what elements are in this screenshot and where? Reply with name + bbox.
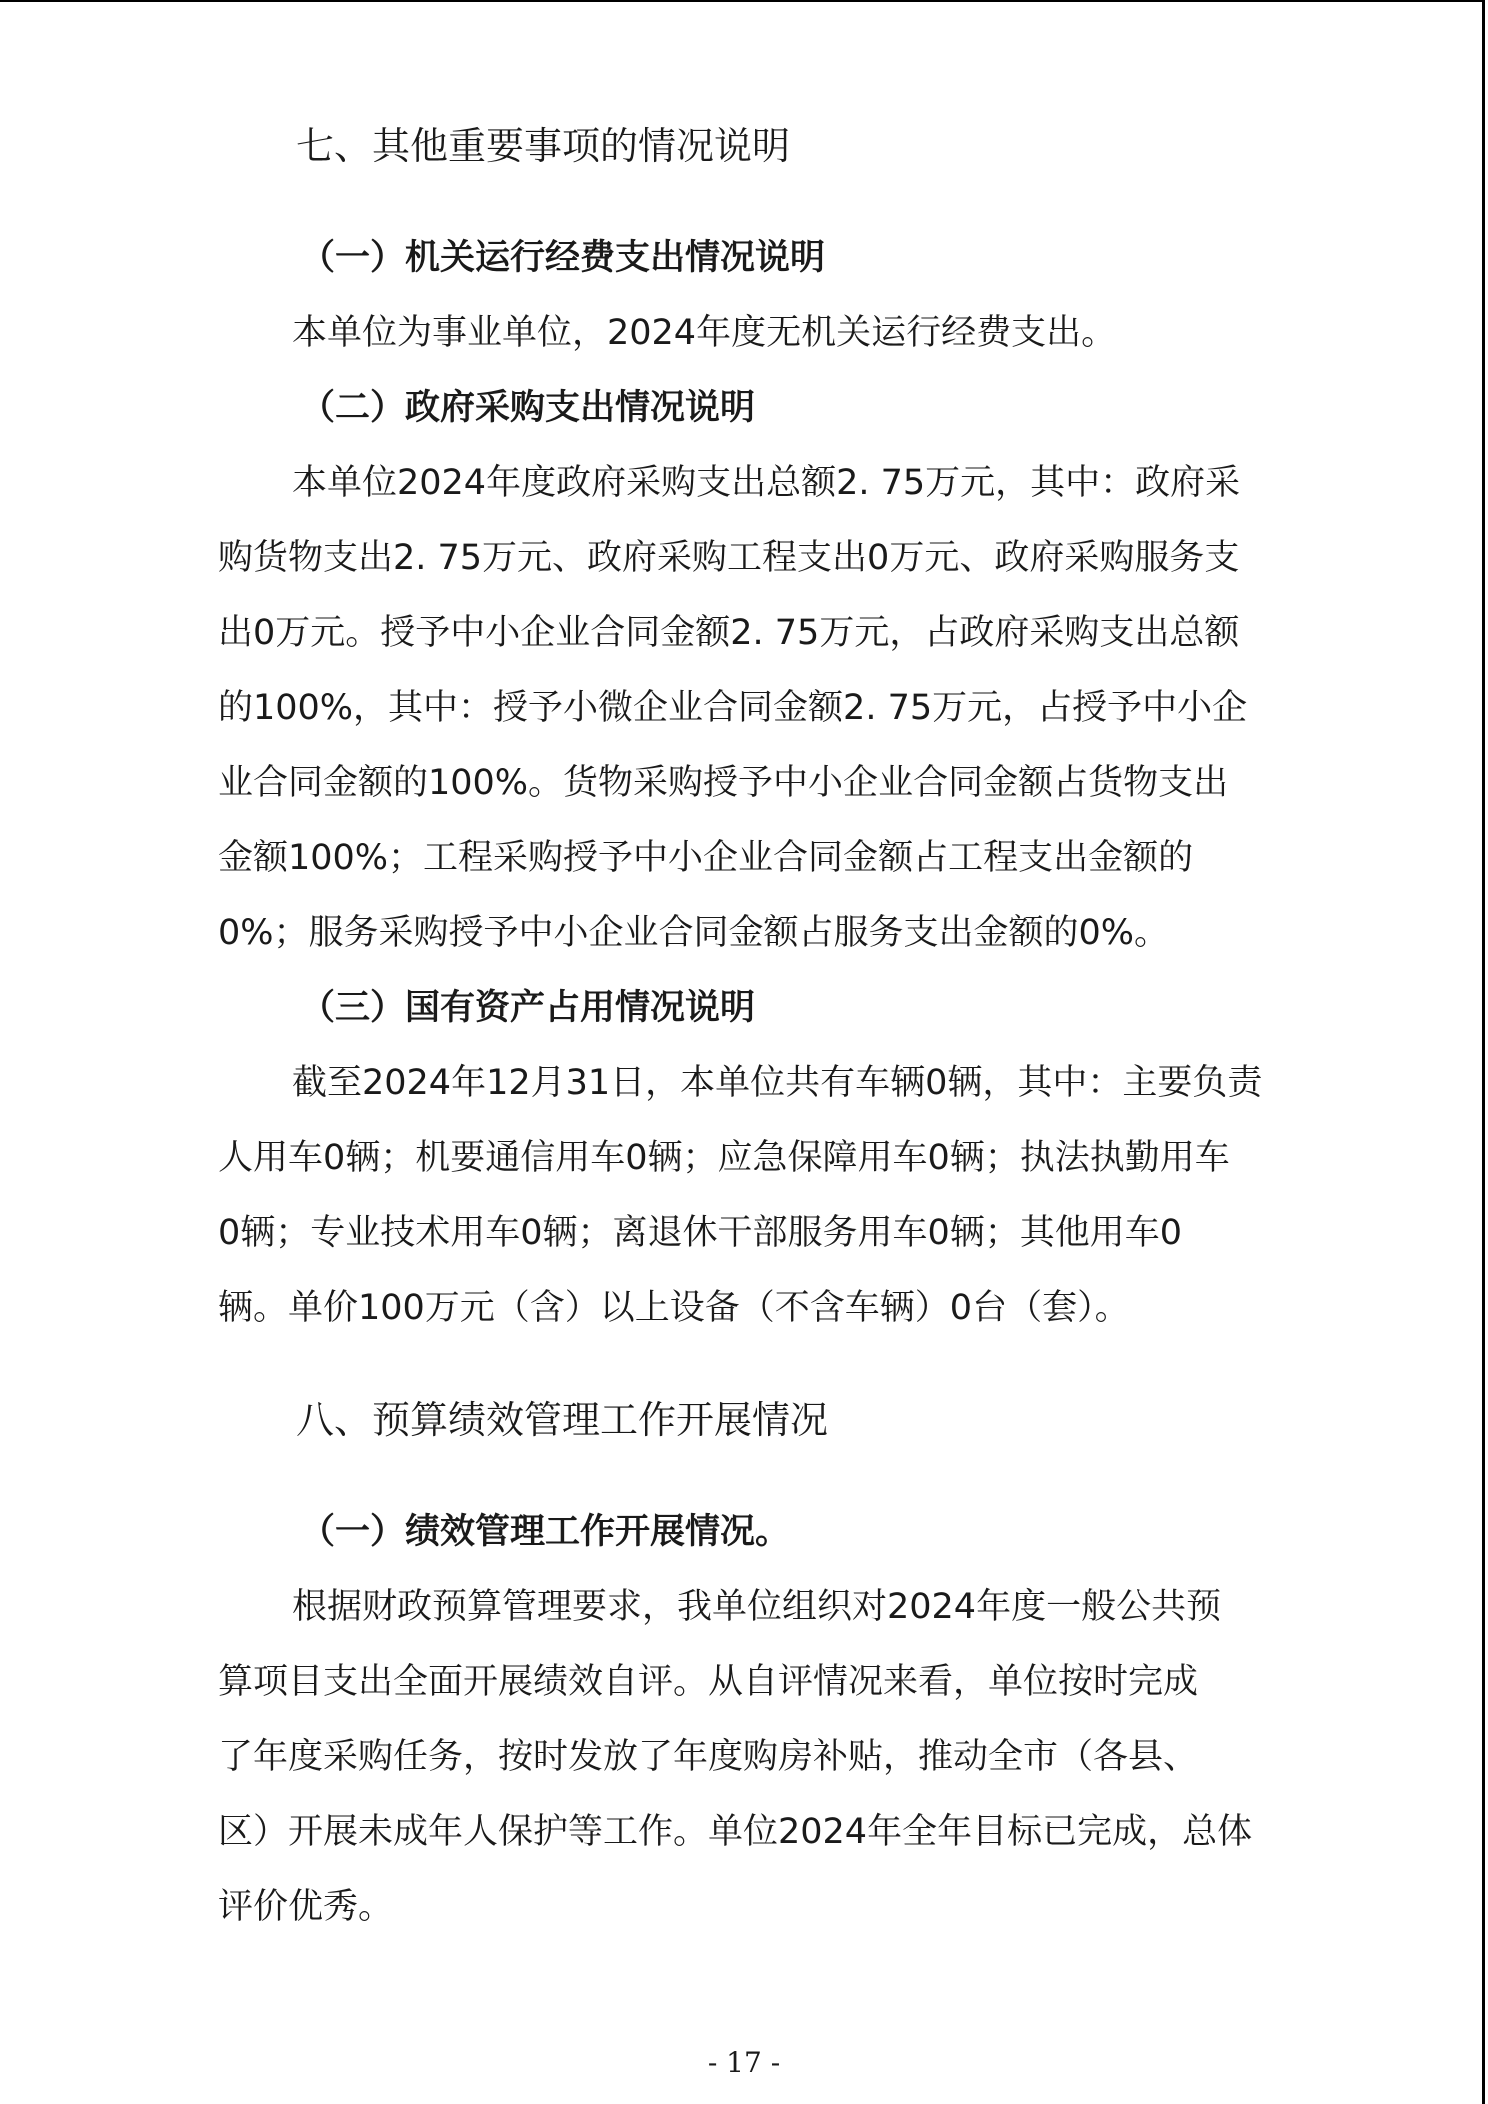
paragraph-line: 人用车0辆；机要通信用车0辆；应急保障用车0辆；执法执勤用车 [218, 1138, 1230, 1178]
paragraph-line: 了年度采购任务，按时发放了年度购房补贴，推动全市（各县、 [218, 1737, 1199, 1777]
paragraph-line: 评价优秀。 [218, 1887, 394, 1927]
section-heading: 七、其他重要事项的情况说明 [296, 124, 791, 168]
subsection-heading: （二）政府采购支出情况说明 [300, 388, 756, 428]
subsection-heading: （一）机关运行经费支出情况说明 [300, 238, 826, 278]
subsection-heading: （一）绩效管理工作开展情况。 [300, 1512, 791, 1552]
subsection-heading: （三）国有资产占用情况说明 [300, 988, 756, 1028]
section-heading: 八、预算绩效管理工作开展情况 [296, 1398, 829, 1442]
paragraph-line: 辆。单价100万元（含）以上设备（不含车辆）0台（套）。 [218, 1288, 1130, 1328]
paragraph-line: 0%；服务采购授予中小企业合同金额占服务支出金额的0%。 [218, 913, 1170, 953]
paragraph-line: 根据财政预算管理要求，我单位组织对2024年度一般公共预 [292, 1587, 1222, 1627]
paragraph-line: 金额100%；工程采购授予中小企业合同金额占工程支出金额的 [218, 838, 1194, 878]
paragraph-line: 出0万元。授予中小企业合同金额2. 75万元，占政府采购支出总额 [218, 613, 1240, 653]
paragraph-line: 本单位为事业单位，2024年度无机关运行经费支出。 [292, 313, 1117, 353]
paragraph-line: 算项目支出全面开展绩效自评。从自评情况来看，单位按时完成 [218, 1662, 1199, 1702]
paragraph-line: 本单位2024年度政府采购支出总额2. 75万元，其中：政府采 [292, 463, 1241, 503]
paragraph-line: 截至2024年12月31日，本单位共有车辆0辆，其中：主要负责 [292, 1063, 1263, 1103]
page-number: - 17 - [707, 2046, 781, 2079]
paragraph-line: 区）开展未成年人保护等工作。单位2024年全年目标已完成，总体 [218, 1812, 1253, 1852]
paragraph-line: 0辆；专业技术用车0辆；离退休干部服务用车0辆；其他用车0 [218, 1213, 1183, 1253]
paragraph-line: 购货物支出2. 75万元、政府采购工程支出0万元、政府采购服务支 [218, 538, 1240, 578]
paragraph-line: 业合同金额的100%。货物采购授予中小企业合同金额占货物支出 [218, 763, 1229, 803]
paragraph-line: 的100%，其中：授予小微企业合同金额2. 75万元，占授予中小企 [218, 688, 1248, 728]
